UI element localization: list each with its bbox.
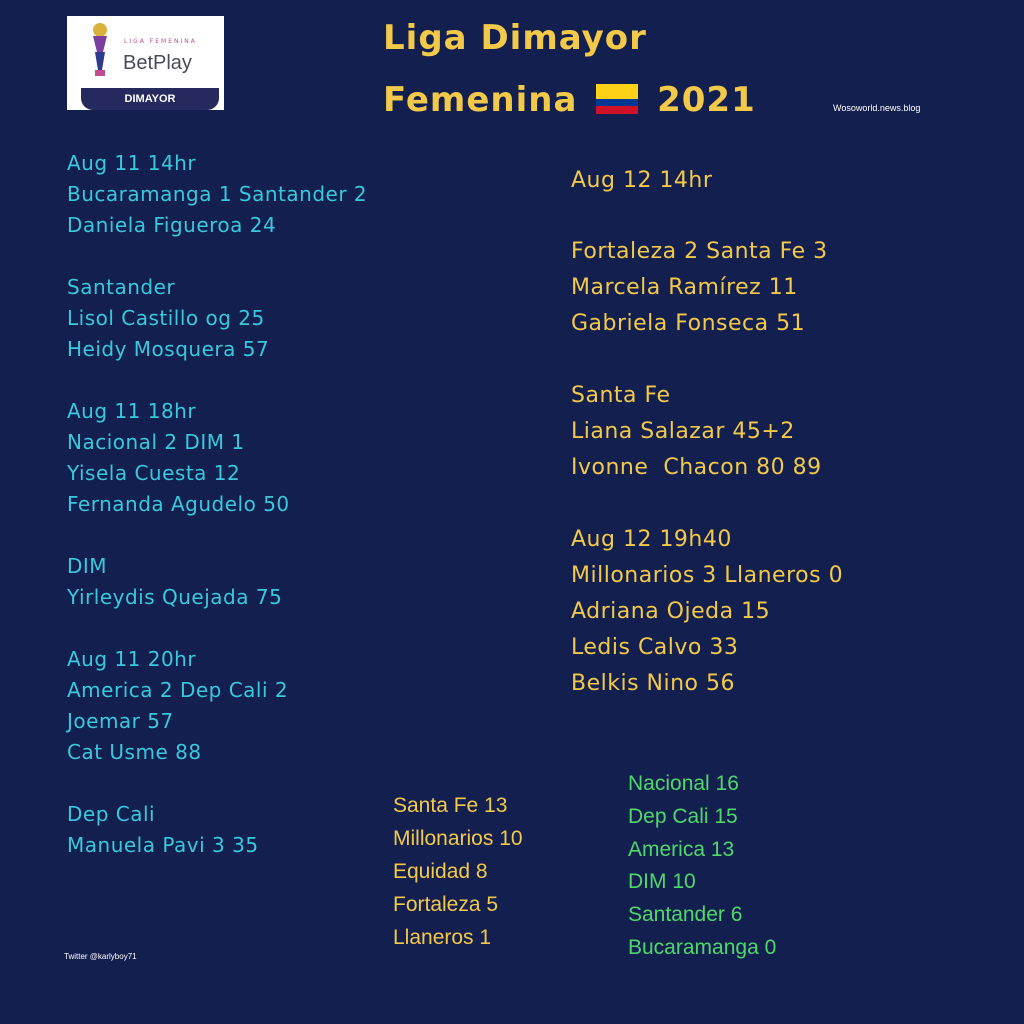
right-team-1: Santa Fe bbox=[571, 383, 671, 408]
right-match-1: Fortaleza 2 Santa Fe 3 bbox=[571, 239, 828, 264]
standings-group-2 bbox=[628, 768, 776, 965]
standings-row: Santander 6 bbox=[628, 903, 743, 927]
right-match-2-scorer: Adriana Ojeda 15 bbox=[571, 599, 771, 624]
colombia-flag-icon bbox=[596, 84, 638, 114]
block-spacer bbox=[67, 613, 367, 644]
liga-betplay-logo bbox=[67, 16, 224, 110]
block-spacer bbox=[67, 768, 367, 799]
standings-row: America 13 bbox=[628, 837, 735, 861]
block-spacer bbox=[67, 520, 367, 551]
twitter-handle: Twitter @karlyboy71 bbox=[64, 952, 137, 961]
left-result-line: Cat Usme 88 bbox=[67, 740, 202, 764]
right-team-1-scorer: Ivonne Chacon 80 89 bbox=[571, 455, 822, 480]
left-result-line: Lisol Castillo og 25 bbox=[67, 306, 265, 330]
left-result-line: Aug 11 18hr bbox=[67, 399, 197, 423]
right-match-2-scorer: Ledis Calvo 33 bbox=[571, 635, 739, 660]
standings-row: Fortaleza 5 bbox=[393, 893, 499, 916]
page-title-line2 bbox=[383, 80, 756, 120]
right-team-1-scorer: Liana Salazar 45+2 bbox=[571, 419, 795, 444]
left-result-line: Manuela Pavi 3 35 bbox=[67, 833, 259, 857]
standings-row: Millonarios 10 bbox=[393, 827, 523, 850]
standings-group-1 bbox=[393, 789, 523, 954]
standings-row: Dep Cali 15 bbox=[628, 804, 738, 828]
trophy-icon bbox=[89, 22, 111, 78]
left-results-column bbox=[67, 148, 367, 861]
right-date-2: Aug 12 19h40 bbox=[571, 527, 732, 552]
logo-liga-femenina-text: LIGA FEMENINA bbox=[124, 38, 197, 45]
standings-row: Santa Fe 13 bbox=[393, 794, 508, 817]
left-result-line: Aug 11 14hr bbox=[67, 151, 197, 175]
site-watermark: Wosoworld.news.blog bbox=[833, 103, 921, 113]
block-spacer bbox=[67, 365, 367, 396]
right-match-2: Millonarios 3 Llaneros 0 bbox=[571, 563, 844, 588]
left-result-line: Heidy Mosquera 57 bbox=[67, 337, 270, 361]
left-result-line: Joemar 57 bbox=[67, 709, 174, 733]
logo-dimayor-text: DIMAYOR bbox=[81, 88, 219, 110]
left-result-line: Bucaramanga 1 Santander 2 bbox=[67, 182, 368, 206]
standings-row: Equidad 8 bbox=[393, 860, 488, 883]
left-result-line: Aug 11 20hr bbox=[67, 647, 197, 671]
left-result-line: Yisela Cuesta 12 bbox=[67, 461, 241, 485]
right-match-1-scorer: Gabriela Fonseca 51 bbox=[571, 311, 806, 336]
standings-row: Bucaramanga 0 bbox=[628, 935, 777, 959]
right-match-2-scorer: Belkis Nino 56 bbox=[571, 671, 736, 696]
left-result-line: Daniela Figueroa 24 bbox=[67, 213, 277, 237]
left-result-line: Dep Cali bbox=[67, 802, 156, 826]
standings-row: Llaneros 1 bbox=[393, 926, 492, 949]
title-year: 2021 bbox=[657, 80, 756, 120]
standings-row: DIM 10 bbox=[628, 870, 696, 894]
left-result-line: Santander bbox=[67, 275, 176, 299]
page-title-line1: Liga Dimayor bbox=[383, 18, 647, 58]
left-result-line: Nacional 2 DIM 1 bbox=[67, 430, 245, 454]
right-date-1: Aug 12 14hr bbox=[571, 168, 713, 193]
right-match-1-scorer: Marcela Ramírez 11 bbox=[571, 275, 798, 300]
left-result-line: America 2 Dep Cali 2 bbox=[67, 678, 289, 702]
title-femenina: Femenina bbox=[383, 80, 578, 120]
left-result-line: DIM bbox=[67, 554, 108, 578]
left-result-line: Fernanda Agudelo 50 bbox=[67, 492, 290, 516]
standings-row: Nacional 16 bbox=[628, 772, 739, 795]
block-spacer bbox=[67, 241, 367, 272]
logo-betplay-text: BetPlay bbox=[123, 52, 192, 74]
left-result-line: Yirleydis Quejada 75 bbox=[67, 585, 283, 609]
